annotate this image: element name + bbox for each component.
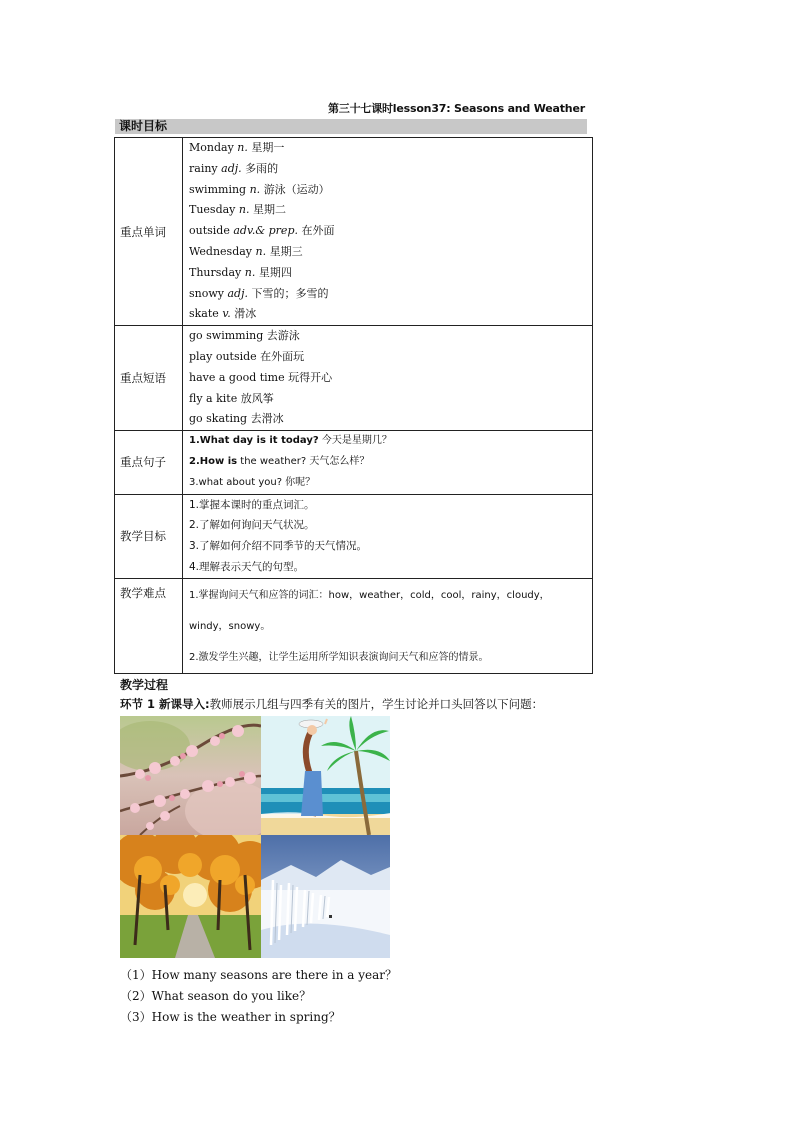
objectives-table [114, 137, 593, 674]
vocab-item: Monday n. 星期一 [189, 141, 285, 154]
difficulty-item: 1.掌握询问天气和应答的词汇：how，weather，cold，cool，rainy，cloudy， [189, 589, 550, 601]
difficulties-row [115, 578, 593, 673]
vocab-item: swimming n. 游泳（运动） [189, 182, 330, 196]
goal-item: 1.掌握本课时的重点词汇。 [189, 498, 315, 511]
page-title: 第三十七课时lesson37: Seasons and Weather [328, 102, 585, 115]
phrases-row [115, 326, 593, 431]
difficulties-list [183, 578, 593, 673]
vocab-row [115, 138, 593, 326]
difficulties-category: 教学难点 [115, 578, 183, 673]
difficulty-item: 2.激发学生兴趣，让学生运用所学知识表演询问天气和应答的情景。 [189, 651, 489, 663]
phrase-item: go skating 去滑冰 [189, 412, 284, 426]
vocab-item: Thursday n. 星期四 [189, 265, 292, 279]
phrases-list [183, 326, 593, 431]
phrase-item: play outside 在外面玩 [189, 349, 305, 363]
summer-image [261, 716, 390, 835]
vocab-item: Wednesday n. 星期三 [189, 244, 303, 258]
goals-row [115, 494, 593, 578]
goals-category: 教学目标 [115, 494, 183, 578]
difficulty-item-cont: windy，snowy。 [189, 620, 271, 632]
vocab-item: snowy adj. 下雪的；多雪的 [189, 286, 329, 300]
sentence-item: 1.What day is it today? 今天是星期几？ [189, 435, 392, 447]
vocab-item: Tuesday n. 星期二 [189, 203, 286, 217]
goal-item: 2.了解如何询问天气状况。 [189, 519, 315, 532]
process-heading: 教学过程 [120, 678, 169, 692]
goal-item: 4.理解表示天气的句型。 [189, 560, 305, 573]
question-1: （1）How many seasons are there in a year？ [120, 968, 397, 982]
spring-image [120, 716, 261, 835]
sentence-item: 2.How is the weather? 天气怎么样？ [189, 455, 370, 467]
sentences-category: 重点句子 [115, 431, 183, 494]
vocab-list [183, 138, 593, 326]
phrases-category: 重点短语 [115, 326, 183, 431]
sentences-list [183, 431, 593, 494]
vocab-item: skate v. 滑冰 [189, 307, 257, 321]
step-1-text: 教师展示几组与四季有关的图片，学生讨论并口头回答以下问题： [209, 697, 544, 711]
vocab-item: outside adv.& prep. 在外面 [189, 224, 335, 238]
winter-image [261, 835, 390, 958]
sentences-row [115, 431, 593, 494]
step-1 [120, 696, 543, 712]
autumn-image [120, 835, 261, 958]
goal-item: 3.了解如何介绍不同季节的天气情况。 [189, 540, 368, 553]
step-1-label: 环节 1 新课导入: [120, 697, 210, 711]
vocab-category: 重点单词 [115, 138, 183, 326]
question-3: （3）How is the weather in spring？ [120, 1010, 341, 1024]
sentence-item: 3.what about you? 你呢？ [189, 476, 316, 488]
goals-list [183, 494, 593, 578]
vocab-item: rainy adj. 多雨的 [189, 161, 279, 175]
phrase-item: fly a kite 放风筝 [189, 391, 274, 405]
phrase-item: have a good time 玩得开心 [189, 370, 333, 384]
phrase-item: go swimming 去游泳 [189, 329, 300, 343]
section-header: 课时目标 [115, 119, 587, 134]
question-2: （2）What season do you like？ [120, 989, 312, 1003]
